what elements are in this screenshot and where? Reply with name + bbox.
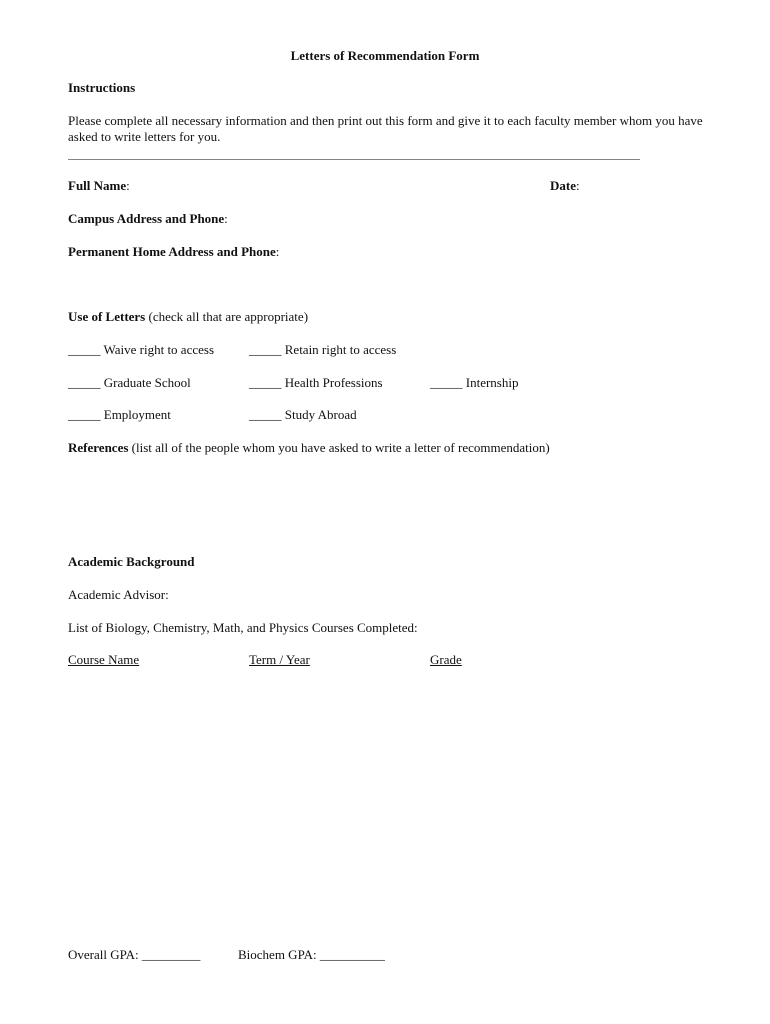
permanent-address-field xyxy=(68,244,279,260)
overall-gpa-field[interactable]: Overall GPA: _________ xyxy=(68,947,201,962)
references-note: (list all of the people whom you have asked to write a letter of recommendation) xyxy=(128,440,550,455)
option-waive-right[interactable]: _____ Waive right to access xyxy=(68,342,215,357)
permanent-address-label: Permanent Home Address and Phone xyxy=(68,244,276,259)
academic-advisor-label: Academic Advisor: xyxy=(68,587,169,602)
date-label: Date xyxy=(550,178,576,193)
permanent-address-colon: : xyxy=(275,244,280,259)
biochem-gpa-field[interactable]: Biochem GPA: __________ xyxy=(238,947,385,962)
option-retain-right[interactable]: _____ Retain right to access xyxy=(249,342,397,357)
column-course-name: Course Name xyxy=(68,652,140,667)
use-of-letters-heading xyxy=(68,309,308,325)
instructions-text: Please complete all necessary information and then print out this form and give it to each faculty member whom you have asked to write letters for you. xyxy=(68,113,703,144)
academic-background-heading: Academic Background xyxy=(68,554,195,569)
date-colon: : xyxy=(576,178,580,193)
references-heading xyxy=(68,440,550,456)
option-employment[interactable]: _____ Employment xyxy=(68,407,171,422)
date-field xyxy=(550,178,580,194)
option-health-professions[interactable]: _____ Health Professions xyxy=(249,375,383,390)
instructions-heading: Instructions xyxy=(68,80,136,95)
full-name-field xyxy=(68,178,130,194)
full-name-label: Full Name xyxy=(68,178,127,193)
form-title: Letters of Recommendation Form xyxy=(290,48,480,63)
campus-address-colon: : xyxy=(224,211,228,226)
separator-line: ________________________________________________________________________________________________________ xyxy=(68,149,640,161)
column-grade: Grade xyxy=(430,652,462,667)
option-graduate-school[interactable]: _____ Graduate School xyxy=(68,375,191,390)
option-study-abroad[interactable]: _____ Study Abroad xyxy=(249,407,357,422)
use-of-letters-note: (check all that are appropriate) xyxy=(145,309,309,324)
use-of-letters-label: Use of Letters xyxy=(68,309,146,324)
campus-address-label: Campus Address and Phone xyxy=(68,211,225,226)
column-term-year: Term / Year xyxy=(249,652,310,667)
option-internship[interactable]: _____ Internship xyxy=(430,375,519,390)
courses-completed-label: List of Biology, Chemistry, Math, and Physics Courses Completed: xyxy=(68,620,418,635)
campus-address-field xyxy=(68,211,228,227)
full-name-colon: : xyxy=(126,178,130,193)
references-label: References xyxy=(68,440,129,455)
